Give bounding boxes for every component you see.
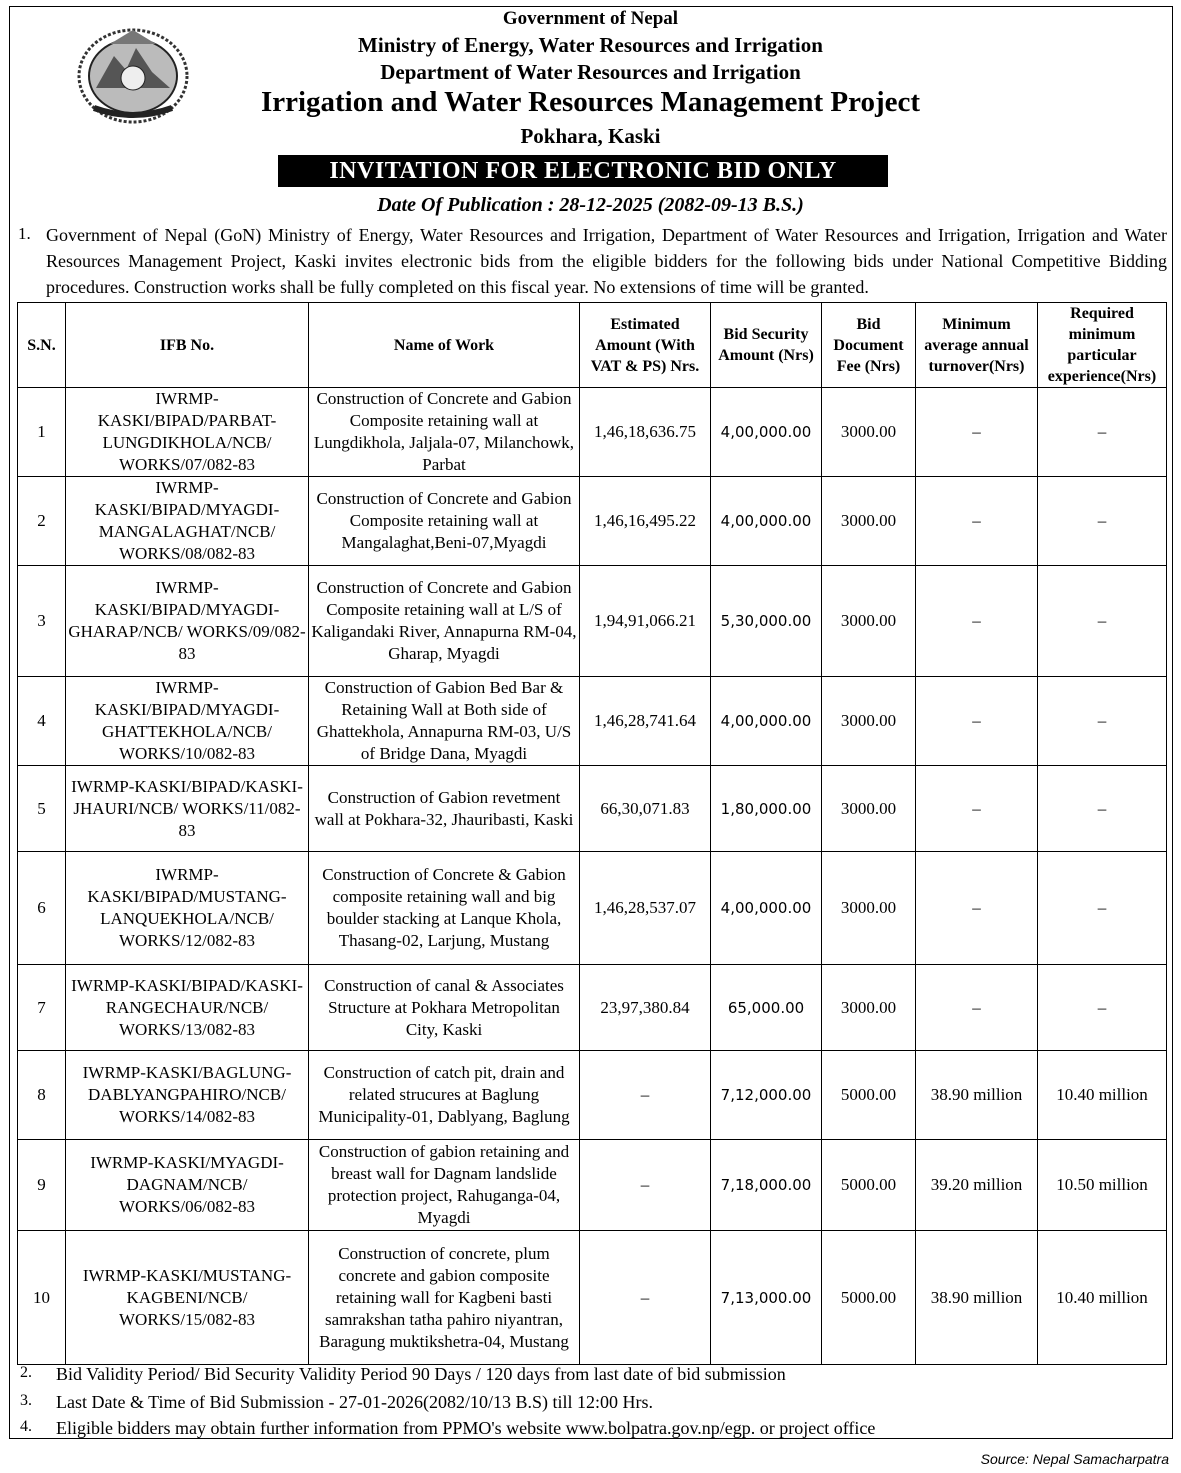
- cell-security: 5,30,000.00: [711, 566, 822, 677]
- col-header-sn: S.N.: [18, 303, 66, 388]
- cell-security: 4,00,000.00: [711, 477, 822, 566]
- cell-estimate: –: [580, 1051, 711, 1140]
- cell-turnover: 38.90 million: [916, 1051, 1038, 1140]
- cell-estimate: 1,46,18,636.75: [580, 388, 711, 477]
- cell-work: Construction of Concrete and Gabion Composite retaining wall at Lungdikhola, Jaljala-07, Milanchowk, Parbat: [309, 388, 580, 477]
- cell-experience: –: [1038, 766, 1167, 852]
- table-row: [18, 965, 1167, 1051]
- project-title: Irrigation and Water Resources Management Project: [260, 86, 921, 118]
- intro-number: 1.: [18, 224, 31, 243]
- cell-estimate: –: [580, 1140, 711, 1231]
- cell-experience: 10.40 million: [1038, 1051, 1167, 1140]
- cell-work: Construction of Concrete and Gabion Composite retaining wall at Mangalaghat,Beni-07,Myagdi: [309, 477, 580, 566]
- cell-security: 4,00,000.00: [711, 388, 822, 477]
- cell-estimate: 1,94,91,066.21: [580, 566, 711, 677]
- cell-security: 7,18,000.00: [711, 1140, 822, 1231]
- cell-ifb: IWRMP-KASKI/MUSTANG-KAGBENI/NCB/ WORKS/15/082-83: [66, 1231, 309, 1365]
- cell-experience: –: [1038, 965, 1167, 1051]
- cell-fee: 3000.00: [822, 677, 916, 766]
- cell-turnover: 38.90 million: [916, 1231, 1038, 1365]
- cell-estimate: 1,46,16,495.22: [580, 477, 711, 566]
- cell-experience: –: [1038, 388, 1167, 477]
- cell-estimate: 66,30,071.83: [580, 766, 711, 852]
- location-heading: Pokhara, Kaski: [520, 124, 661, 148]
- cell-experience: –: [1038, 566, 1167, 677]
- cell-fee: 5000.00: [822, 1140, 916, 1231]
- bid-table: [17, 302, 1167, 1365]
- cell-work: Construction of Gabion revetment wall at Pokhara-32, Jhauribasti, Kaski: [309, 766, 580, 852]
- cell-fee: 3000.00: [822, 477, 916, 566]
- government-heading: Government of Nepal: [502, 8, 679, 29]
- cell-fee: 3000.00: [822, 388, 916, 477]
- cell-work: Construction of gabion retaining and breast wall for Dagnam landslide protection project, Rahuganga-04, Myagdi: [309, 1140, 580, 1231]
- cell-experience: 10.50 million: [1038, 1140, 1167, 1231]
- cell-ifb: IWRMP-KASKI/BIPAD/MYAGDI-GHATTEKHOLA/NCB/ WORKS/10/082-83: [66, 677, 309, 766]
- note-text: Bid Validity Period/ Bid Security Validity Period 90 Days / 120 days from last date of bid submission: [56, 1364, 786, 1384]
- cell-experience: –: [1038, 477, 1167, 566]
- cell-experience: –: [1038, 852, 1167, 965]
- table-header-row: [18, 303, 1167, 388]
- note-number: 2.: [20, 1364, 32, 1381]
- cell-ifb: IWRMP-KASKI/BAGLUNG-DABLYANGPAHIRO/NCB/ WORKS/14/082-83: [66, 1051, 309, 1140]
- table-row: [18, 388, 1167, 477]
- col-header-work: Name of Work: [309, 303, 580, 388]
- cell-turnover: 39.20 million: [916, 1140, 1038, 1231]
- cell-ifb: IWRMP-KASKI/MYAGDI-DAGNAM/NCB/ WORKS/06/082-83: [66, 1140, 309, 1231]
- cell-fee: 5000.00: [822, 1231, 916, 1365]
- note-number: 4.: [20, 1418, 32, 1435]
- cell-fee: 3000.00: [822, 566, 916, 677]
- cell-estimate: 1,46,28,741.64: [580, 677, 711, 766]
- cell-experience: –: [1038, 677, 1167, 766]
- cell-fee: 3000.00: [822, 965, 916, 1051]
- cell-fee: 3000.00: [822, 766, 916, 852]
- department-heading: Department of Water Resources and Irrigation: [380, 60, 801, 84]
- cell-ifb: IWRMP-KASKI/BIPAD/KASKI-JHAURI/NCB/ WORKS/11/082-83: [66, 766, 309, 852]
- cell-ifb: IWRMP-KASKI/BIPAD/MYAGDI-GHARAP/NCB/ WORKS/09/082-83: [66, 566, 309, 677]
- cell-security: 7,13,000.00: [711, 1231, 822, 1365]
- table-row: [18, 1140, 1167, 1231]
- col-header-estimate: Estimated Amount (With VAT & PS) Nrs.: [580, 303, 711, 388]
- cell-sn: 10: [18, 1231, 66, 1365]
- cell-work: Construction of Concrete & Gabion composite retaining wall and big boulder stacking at Lanque Khola, Thasang-02, Larjung, Mustang: [309, 852, 580, 965]
- cell-sn: 8: [18, 1051, 66, 1140]
- note-text: Last Date & Time of Bid Submission - 27-01-2026(2082/10/13 B.S) till 12:00 Hrs.: [56, 1392, 654, 1412]
- ministry-heading: Ministry of Energy, Water Resources and Irrigation: [358, 33, 823, 57]
- cell-ifb: IWRMP-KASKI/BIPAD/KASKI-RANGECHAUR/NCB/ WORKS/13/082-83: [66, 965, 309, 1051]
- invitation-banner: INVITATION FOR ELECTRONIC BID ONLY: [278, 155, 888, 187]
- table-row: [18, 1231, 1167, 1365]
- cell-ifb: IWRMP-KASKI/BIPAD/MUSTANG-LANQUEKHOLA/NCB/ WORKS/12/082-83: [66, 852, 309, 965]
- cell-security: 1,80,000.00: [711, 766, 822, 852]
- cell-sn: 6: [18, 852, 66, 965]
- table-row: [18, 566, 1167, 677]
- cell-turnover: –: [916, 766, 1038, 852]
- cell-security: 4,00,000.00: [711, 677, 822, 766]
- cell-turnover: –: [916, 965, 1038, 1051]
- cell-turnover: –: [916, 852, 1038, 965]
- col-header-turnover: Minimum average annual turnover(Nrs): [916, 303, 1038, 388]
- cell-turnover: –: [916, 566, 1038, 677]
- cell-sn: 9: [18, 1140, 66, 1231]
- cell-security: 4,00,000.00: [711, 852, 822, 965]
- cell-sn: 3: [18, 566, 66, 677]
- cell-security: 7,12,000.00: [711, 1051, 822, 1140]
- cell-ifb: IWRMP-KASKI/BIPAD/MYAGDI-MANGALAGHAT/NCB/ WORKS/08/082-83: [66, 477, 309, 566]
- cell-fee: 3000.00: [822, 852, 916, 965]
- cell-estimate: 23,97,380.84: [580, 965, 711, 1051]
- cell-security: 65,000.00: [711, 965, 822, 1051]
- cell-fee: 5000.00: [822, 1051, 916, 1140]
- publication-date: Date Of Publication : 28-12-2025 (2082-09-13 B.S.): [377, 194, 804, 216]
- col-header-ifb: IFB No.: [66, 303, 309, 388]
- note-number: 3.: [20, 1392, 32, 1409]
- table-row: [18, 852, 1167, 965]
- cell-work: Construction of catch pit, drain and related strucures at Baglung Municipality-01, Dablyang, Baglung: [309, 1051, 580, 1140]
- cell-ifb: IWRMP-KASKI/BIPAD/PARBAT-LUNGDIKHOLA/NCB/ WORKS/07/082-83: [66, 388, 309, 477]
- cell-sn: 7: [18, 965, 66, 1051]
- col-header-fee: Bid Document Fee (Nrs): [822, 303, 916, 388]
- table-row: [18, 1051, 1167, 1140]
- col-header-security: Bid Security Amount (Nrs): [711, 303, 822, 388]
- cell-experience: 10.40 million: [1038, 1231, 1167, 1365]
- table-row: [18, 766, 1167, 852]
- table-row: [18, 477, 1167, 566]
- table-row: [18, 677, 1167, 766]
- cell-sn: 2: [18, 477, 66, 566]
- note-text: Eligible bidders may obtain further information from PPMO's website www.bolpatra.gov.np/egp. or project office: [56, 1418, 876, 1438]
- cell-turnover: –: [916, 388, 1038, 477]
- cell-turnover: –: [916, 677, 1038, 766]
- cell-work: Construction of concrete, plum concrete and gabion composite retaining wall for Kagbeni basti samrakshan tatha pahiro niyantran, Baragung muktikshetra-04, Mustang: [309, 1231, 580, 1365]
- cell-sn: 1: [18, 388, 66, 477]
- cell-work: Construction of Gabion Bed Bar & Retaining Wall at Both side of Ghattekhola, Annapurna RM-03, U/S of Bridge Dana, Myagdi: [309, 677, 580, 766]
- cell-turnover: –: [916, 477, 1038, 566]
- cell-work: Construction of canal & Associates Structure at Pokhara Metropolitan City, Kaski: [309, 965, 580, 1051]
- col-header-experience: Required minimum particular experience(Nrs): [1038, 303, 1167, 388]
- cell-sn: 4: [18, 677, 66, 766]
- cell-work: Construction of Concrete and Gabion Composite retaining wall at L/S of Kaligandaki River, Annapurna RM-04, Gharap, Myagdi: [309, 566, 580, 677]
- intro-paragraph: Government of Nepal (GoN) Ministry of Energy, Water Resources and Irrigation, Department of Water Resources and Irrigation, Irrigation and Water Resources Management Project, Kaski invites electronic bids from the eligible bidders for the following bids under National Competitive Bidding procedures. Construction works shall be fully completed on this fiscal year. No extensions of time will be granted.: [46, 225, 1167, 297]
- cell-estimate: 1,46,28,537.07: [580, 852, 711, 965]
- cell-estimate: –: [580, 1231, 711, 1365]
- cell-sn: 5: [18, 766, 66, 852]
- source-credit: Source: Nepal Samacharpatra: [980, 1451, 1169, 1467]
